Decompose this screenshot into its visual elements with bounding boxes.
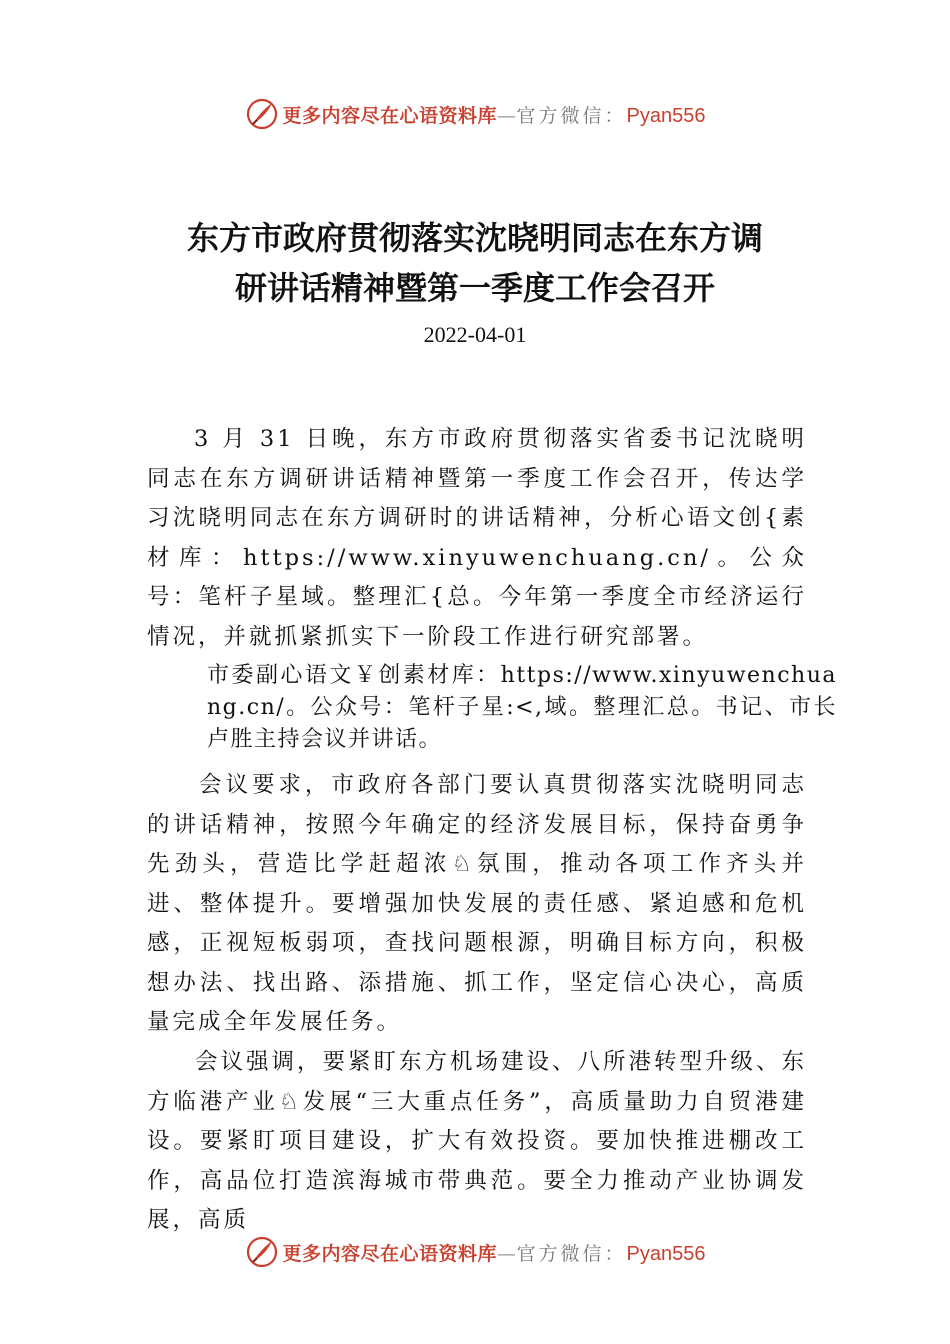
article-date: 2022-04-01 xyxy=(423,322,527,347)
watermark-separator: — xyxy=(497,1242,517,1265)
watermark-text xyxy=(283,1239,706,1266)
watermark-wechat-id: Pyan556 xyxy=(626,104,706,127)
paragraph-2: 市委副心语文￥创素材库：https://www.xinyuwenchuang.cn/。公众号：笔杆子星:<,域。整理汇总。书记、市长卢胜主持会议并讲话。 xyxy=(207,663,837,752)
watermark-label: 官方微信： xyxy=(516,104,627,127)
watermark-header xyxy=(0,94,950,134)
watermark-brand: 更多内容尽在心语资料库 xyxy=(282,104,498,127)
paragraph-4: 会议强调，要紧盯东方机场建设、八所港转型升级、东方临港产业♘发展“三大重点任务”，高质量助力自贸港建设。要紧盯项目建设，扩大有效投资。要加快推进棚改工作，高品位打造滨海城市带典范。要全力推动产业协调发展，高质 xyxy=(147,1049,808,1233)
watermark-brand: 更多内容尽在心语资料库 xyxy=(282,1242,498,1265)
paragraph-1: 3 月 31 日晚，东方市政府贯彻落实省委书记沈晓明同志在东方调研讲话精神暨第一季度工作会召开，传达学习沈晓明同志在东方调研时的讲话精神，分析心语文创{素材库：https://www.xinyuwenchuang.cn/。公众号：笔杆子星域。整理汇{总。今年第一季度全市经济运行情况，并就抓紧抓实下一阶段工作进行研究部署。 xyxy=(147,426,807,650)
article-title-line-2: 研讲话精神暨第一季度工作会召开 xyxy=(234,269,715,307)
paragraph-3: 会议要求，市政府各部门要认真贯彻落实沈晓明同志的讲话精神，按照今年确定的经济发展目标，保持奋勇争先劲头，营造比学赶超浓♘氛围，推动各项工作齐头并进、整体提升。要增强加快发展的责任感、紧迫感和危机感，正视短板弱项，查找问题根源，明确目标方向，积极想办法、找出路、添措施、抓工作，坚定信心决心，高质量完成全年发展任务。 xyxy=(147,772,807,1035)
watermark-label: 官方微信： xyxy=(516,1242,627,1265)
article-title xyxy=(120,213,830,313)
watermark-separator: — xyxy=(497,104,517,127)
watermark-footer xyxy=(0,1232,950,1272)
article-title-line-1: 东方市政府贯彻落实沈晓明同志在东方调 xyxy=(186,219,763,257)
quill-pen-logo-icon xyxy=(245,97,279,131)
watermark-text xyxy=(283,101,706,128)
watermark-wechat-id: Pyan556 xyxy=(626,1242,706,1265)
quill-pen-logo-icon xyxy=(245,1235,279,1269)
